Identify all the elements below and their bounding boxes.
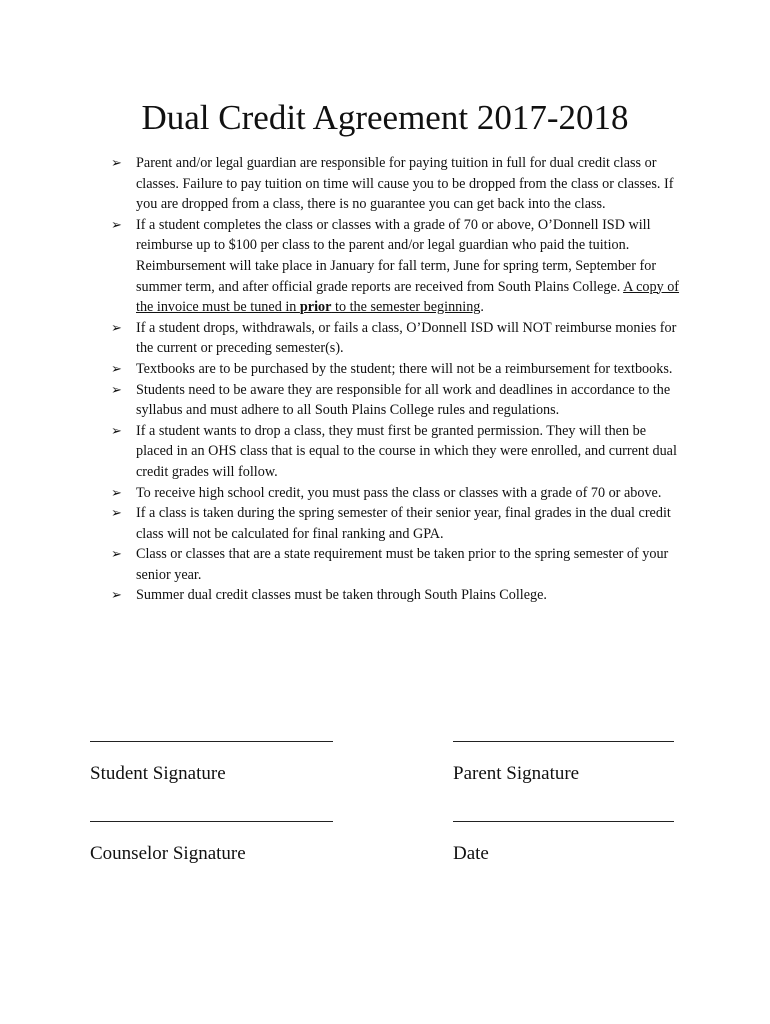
term-text: If a student wants to drop a class, they must first be granted permission. They will then be placed in an OHS class that is equal to the course in which they were enrolled, and current dual credit grades will follow.	[136, 422, 677, 480]
date-line[interactable]	[453, 820, 674, 822]
student-signature-label: Student Signature	[90, 763, 226, 784]
list-item	[111, 503, 681, 544]
arrow-bullet-icon: ➢	[111, 360, 122, 376]
arrow-bullet-icon: ➢	[111, 587, 122, 603]
counselor-signature-label: Counselor Signature	[90, 843, 246, 864]
list-item	[111, 585, 681, 606]
student-signature-line[interactable]	[90, 740, 333, 742]
list-item	[111, 359, 681, 380]
arrow-bullet-icon: ➢	[111, 422, 122, 438]
term-end: .	[480, 299, 484, 316]
term-text: Class or classes that are a state requirement must be taken prior to the spring semester of your senior year.	[136, 546, 669, 583]
term-text: Textbooks are to be purchased by the student; there will not be a reimbursement for textbooks.	[136, 360, 673, 377]
list-item	[111, 215, 681, 318]
arrow-bullet-icon: ➢	[111, 155, 122, 170]
term-text: If a student drops, withdrawals, or fails a class, O’Donnell ISD will NOT reimburse monies for the current or preceding semester(s).	[136, 319, 677, 357]
term-text: If a student completes the class or classes with a grade of 70 or above, O’Donnell ISD will reimburse up to $100 per class to the parent and/or legal guardian who paid the tuition. Reimbursement will take place in January for fall term, June for spring term, September for summer term, and after official grade reports are received from South Plains College.	[136, 216, 657, 295]
invoice-notice-post: to the semester beginning	[331, 299, 481, 316]
list-item	[111, 544, 681, 585]
list-item	[111, 421, 681, 483]
term-text: If a class is taken during the spring semester of their senior year, final grades in the dual credit class will not be calculated for final ranking and GPA.	[136, 505, 671, 542]
parent-signature-line[interactable]	[453, 740, 674, 742]
invoice-notice-emphasis: prior	[299, 299, 332, 316]
parent-signature-label: Parent Signature	[453, 763, 580, 784]
counselor-signature-line[interactable]	[90, 820, 333, 822]
invoice-notice-pre: A copy of the invoice must be tuned in	[136, 278, 680, 316]
list-item	[111, 380, 681, 421]
term-text: Summer dual credit classes must be taken through South Plains College.	[136, 587, 547, 604]
list-item	[111, 483, 681, 504]
arrow-bullet-icon: ➢	[111, 484, 122, 500]
arrow-bullet-icon: ➢	[111, 546, 122, 562]
list-item	[111, 318, 681, 359]
page-title: Dual Credit Agreement 2017-2018	[141, 98, 629, 137]
term-text: To receive high school credit, you must pass the class or classes with a grade of 70 or above.	[136, 484, 662, 501]
arrow-bullet-icon: ➢	[111, 381, 122, 397]
list-item	[111, 153, 681, 215]
date-label: Date	[453, 843, 489, 864]
term-text: Students need to be aware they are responsible for all work and deadlines in accordance to the syllabus and must adhere to all South Plains College rules and regulations.	[136, 381, 671, 419]
arrow-bullet-icon: ➢	[111, 319, 122, 335]
arrow-bullet-icon: ➢	[111, 505, 122, 521]
arrow-bullet-icon: ➢	[111, 216, 122, 232]
term-text: Parent and/or legal guardian are responsible for paying tuition in full for dual credit class or classes. Failure to pay tuition on time will cause you to be dropped from the class or classes. If you are dropped from a class, there is no guarantee you can get back into the class.	[136, 155, 674, 213]
agreement-terms-list	[111, 153, 681, 606]
